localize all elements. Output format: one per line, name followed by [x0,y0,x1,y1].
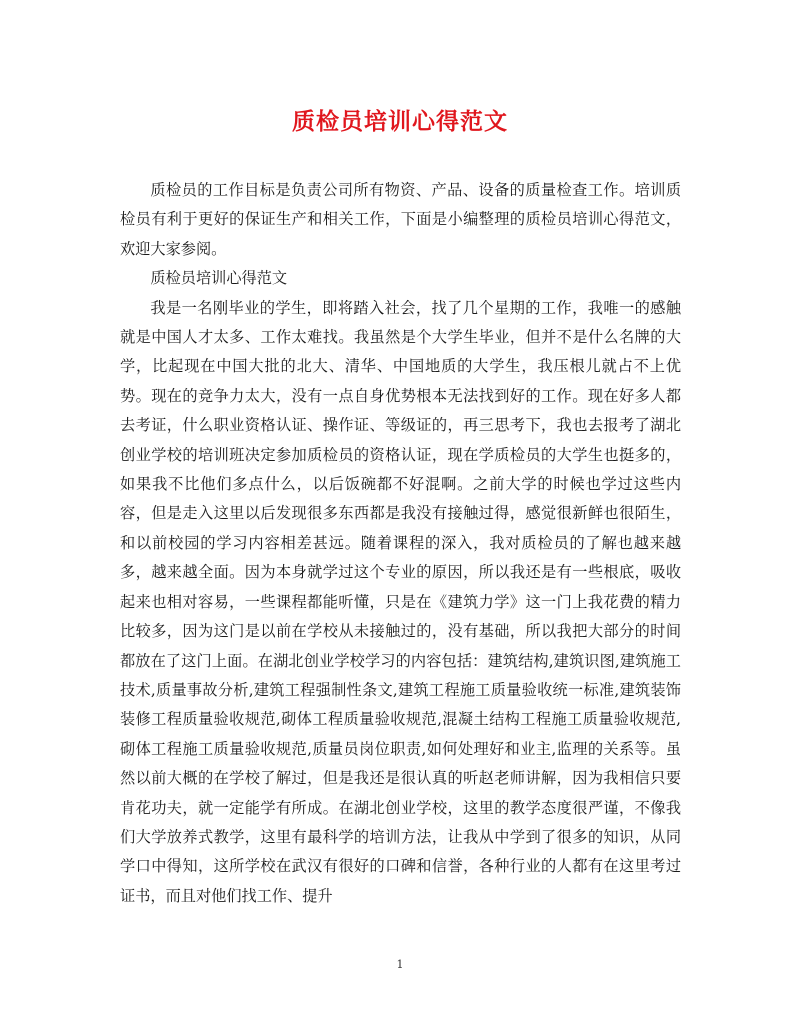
intro-paragraph: 质检员的工作目标是负责公司所有物资、产品、设备的质量检查工作。培训质检员有利于更好的保证生产和相关工作，下面是小编整理的质检员培训心得范文，欢迎大家参阅。 [120,181,681,258]
document-body [120,176,681,911]
document-title: 质检员培训心得范文 [292,108,508,135]
section-heading: 质检员培训心得范文 [150,269,288,288]
main-paragraph: 我是一名刚毕业的学生，即将踏入社会，找了几个星期的工作，我唯一的感触就是中国人才太多、工作太难找。我虽然是个大学生毕业，但并不是什么名牌的大学，比起现在中国大批的北大、清华、中国地质的大学生，我压根儿就占不上优势。现在的竞争力太大，没有一点自身优势根本无法找到好的工作。现在好多人都去考证，什么职业资格认证、操作证、等级证的，再三思考下，我也去报考了湖北创业学校的培训班决定参加质检员的资格认证，现在学质检员的大学生也挺多的，如果我不比他们多点什么，以后饭碗都不好混啊。之前大学的时候也学过这些内容，但是走入这里以后发现很多东西都是我没有接触过得，感觉很新鲜也很陌生，和以前校园的学习内容相差甚远。随着课程的深入，我对质检员的了解也越来越多，越来越全面。因为本身就学过这个专业的原因，所以我还是有一些根底，吸收起来也相对容易，一些课程都能听懂，只是在《建筑力学》这一门上我花费的精力比较多，因为这门是以前在学校从未接触过的，没有基础，所以我把大部分的时间都放在了这门上面。在湖北创业学校学习的内容包括：建筑结构,建筑识图,建筑施工技术,质量事故分析,建筑工程强制性条文,建筑工程施工质量验收统一标准,建筑装饰装修工程质量验收规范,砌体工程质量验收规范,混凝土结构工程施工质量验收规范,砌体工程施工质量验收规范,质量员岗位职责,如何处理好和业主,监理的关系等。虽然以前大概的在学校了解过，但是我还是很认真的听赵老师讲解，因为我相信只要肯花功夫，就一定能学有所成。在湖北创业学校，这里的教学态度很严谨，不像我们大学放养式教学，这里有最科学的培训方法，让我从中学到了很多的知识，从同学口中得知，这所学校在武汉有很好的口碑和信誉，各种行业的人都有在这里考过证书，而且对他们找工作、提升 [120,298,681,905]
page-number: 1 [396,958,404,971]
